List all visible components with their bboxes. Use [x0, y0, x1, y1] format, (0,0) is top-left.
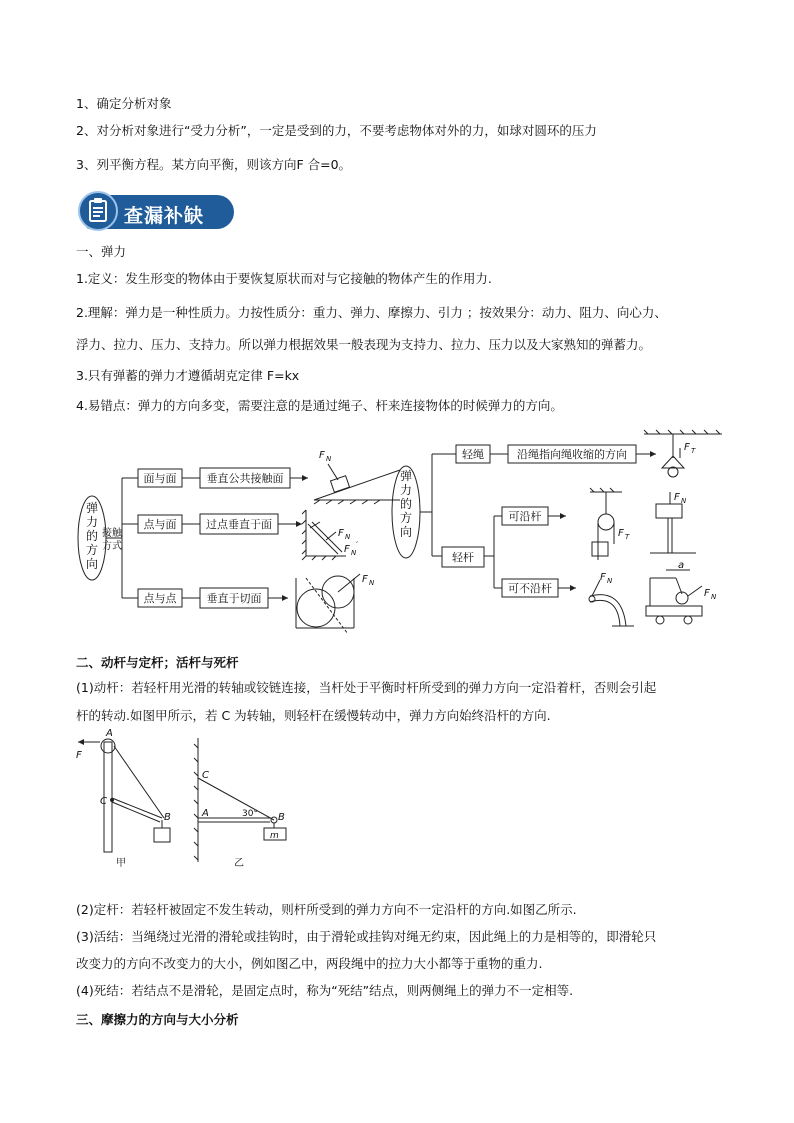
light-rod-label: 轻杆 [452, 551, 474, 564]
figure-jia-label: 甲 [116, 858, 126, 869]
light-rope-label: 轻绳 [462, 448, 484, 461]
definition-text: 1.定义：发生形变的物体由于要恢复原状而对与它接触的物体产生的作用力. [76, 271, 492, 286]
force-label: F [684, 442, 690, 453]
left-root-char: 方 [85, 543, 99, 557]
step-1: 1、确定分析对象 [76, 96, 172, 111]
step-2: 2、对分析对象进行“受力分析”，一定是受到的力，不要考虑物体对外的力，如球对圆环的压力 [76, 123, 597, 138]
contact-mode-label: 方式 [102, 541, 122, 552]
section1-heading: 一、弹力 [76, 244, 127, 259]
force-label: F [362, 574, 368, 585]
live-knot-text-1: (3)活结：当绳绕过光滑的滑轮或挂钩时，由于滑轮或挂钩对绳无约束，因此绳上的力是相等的，即滑轮只 [76, 929, 657, 944]
left-root-char: 弹 [85, 501, 99, 515]
figure-label-B: B [278, 812, 285, 823]
figure-label-F: F [76, 750, 82, 761]
rule-tangent-plane: 垂直于切面 [206, 592, 262, 605]
banner-title: 查漏补缺 [124, 205, 205, 227]
dead-knot-text: (4)死结：若结点不是滑轮，是固定点时，称为“死结”结点，则两侧绳上的弹力不一定相等. [76, 983, 574, 998]
fixed-rod-text: (2)定杆：若轻杆被固定不发生转动，则杆所受到的弹力方向不一定沿杆的方向.如图乙所示. [76, 902, 577, 917]
force-label: F [344, 544, 350, 555]
mass-label: m [270, 831, 279, 841]
right-root-char: 方 [399, 511, 413, 525]
right-root-char: 弹 [399, 469, 413, 483]
force-subscript: N [607, 577, 613, 585]
rod-along-label: 可沿杆 [508, 510, 542, 523]
rod-not-along-label: 可不沿杆 [508, 582, 552, 595]
figure-yi-label: 乙 [234, 858, 244, 869]
right-root-char: 向 [399, 525, 413, 539]
force-label: F [704, 588, 710, 599]
prime-mark: ′ [356, 541, 359, 551]
hooke-law-text: 3.只有弹蓄的弹力才遵循胡克定律 F=kx [76, 368, 300, 383]
force-subscript: N [351, 549, 357, 557]
force-label: F [319, 450, 325, 461]
right-root-char: 的 [399, 497, 413, 511]
rule-common-surface: 垂直公共接触面 [206, 472, 284, 485]
left-root-char: 的 [85, 529, 99, 543]
acceleration-label: a [678, 560, 685, 571]
force-subscript: N [326, 455, 332, 463]
figure-label-C: C [202, 770, 209, 781]
force-subscript: N [345, 533, 351, 541]
left-root-char: 向 [85, 557, 99, 571]
force-label: F [338, 528, 344, 539]
left-root-char: 力 [85, 515, 99, 529]
force-subscript: T [625, 533, 630, 541]
understanding-text-2: 浮力、拉力、压力、支持力。所以弹力根据效果一般表现为支持力、拉力、压力以及大家熟知的弹蓄力。 [76, 337, 652, 352]
section-banner [78, 191, 234, 233]
force-subscript: N [711, 593, 717, 601]
figure-label-B: B [164, 812, 171, 823]
live-knot-text-2: 改变力的方向不改变力的大小，例如图乙中，两段绳中的拉力大小都等于重物的重力. [76, 956, 543, 971]
moving-rod-text-1: (1)动杆：若轻杆用光滑的转轴或铰链连接，当杆处于平衡时杆所受到的弹力方向一定沿着杆，否则会引起 [76, 680, 657, 695]
figure-label-A: A [202, 808, 209, 819]
rod-figures [70, 728, 310, 874]
moving-rod-text-2: 杆的转动.如图甲所示，若 C 为转轴，则轻杆在缓慢转动中，弹力方向始终沿杆的方向. [76, 708, 551, 723]
contact-mode-label: 接触 [102, 528, 122, 539]
force-label: F [600, 572, 606, 583]
contact-face-face: 面与面 [143, 472, 177, 485]
right-root-char: 力 [399, 483, 413, 497]
figure-label-C: C [100, 796, 107, 807]
step-3: 3、列平衡方程。某方向平衡，则该方向F 合=0。 [76, 157, 352, 172]
contact-point-point: 点与点 [143, 592, 177, 605]
understanding-text-1: 2.理解：弹力是一种性质力。力按性质分：重力、弹力、摩擦力、引力 ；按效果分：动力、阻力、向心力、 [76, 305, 667, 320]
rope-rule-label: 沿绳指向绳收缩的方向 [517, 448, 627, 461]
contact-point-face: 点与面 [143, 518, 177, 531]
figure-label-A: A [106, 728, 113, 739]
force-label: F [618, 528, 624, 539]
section3-heading: 三、摩擦力的方向与大小分析 [76, 1012, 239, 1027]
rule-through-point: 过点垂直于面 [206, 518, 272, 531]
section2-heading: 二、动杆与定杆；活杆与死杆 [76, 655, 239, 670]
force-subscript: N [681, 497, 687, 505]
force-subscript: N [369, 579, 375, 587]
angle-label: 30° [242, 809, 258, 819]
force-subscript: T [691, 447, 696, 455]
clipboard-icon [78, 191, 118, 231]
elastic-force-diagram [70, 428, 730, 640]
error-prone-text: 4.易错点：弹力的方向多变，需要注意的是通过绳子、杆来连接物体的时候弹力的方向。 [76, 398, 563, 413]
force-label: F [674, 492, 680, 503]
